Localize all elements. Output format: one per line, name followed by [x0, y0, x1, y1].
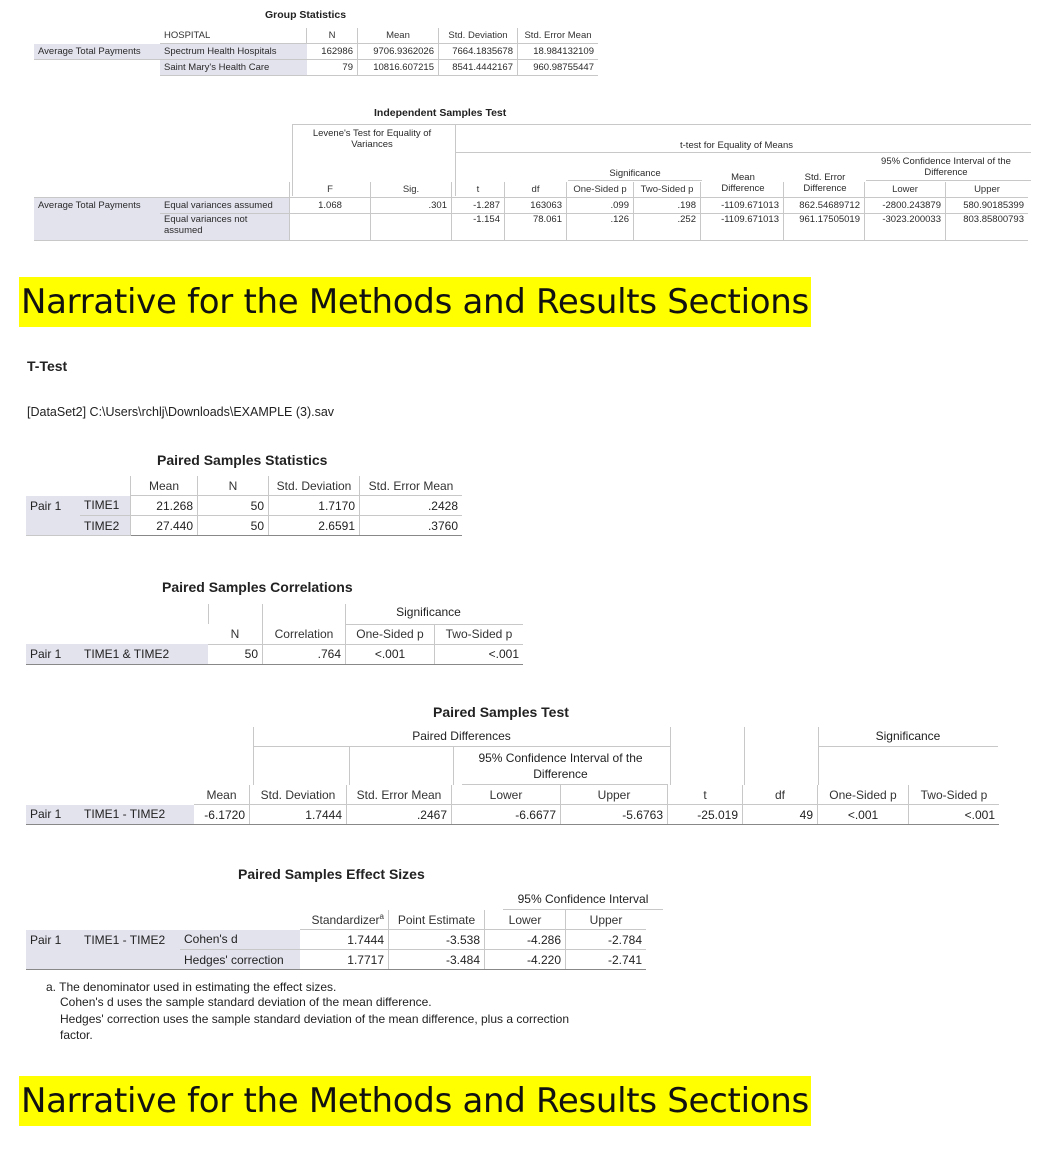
divider — [670, 727, 671, 785]
group-statistics-title: Group Statistics — [265, 9, 347, 21]
col-sem: Std. Error Mean — [347, 785, 452, 805]
pair-label: Pair 1 — [26, 496, 80, 516]
significance-header: Significance — [875, 729, 941, 743]
col-upper: Upper — [946, 182, 1029, 198]
col-df: df — [743, 785, 818, 805]
col-n: N — [307, 28, 358, 44]
col-mean-difference: Mean Difference — [721, 172, 765, 194]
col-sd: Std. Deviation — [269, 476, 360, 496]
table-row: Saint Mary's Health Care 79 10816.607215 8541.4442167 960.98755447 — [34, 60, 598, 76]
divider — [455, 152, 1031, 153]
ttest-header: t-test for Equality of Means — [680, 140, 793, 151]
paired-test-title: Paired Samples Test — [433, 704, 569, 720]
footnote: factor. — [60, 1028, 93, 1042]
ci-header: 95% Confidence Interval of the Difference — [478, 751, 643, 781]
col-two-sided: Two-Sided p — [634, 182, 701, 198]
col-sig: Sig. — [371, 182, 452, 198]
footnote: a. The denominator used in estimating the effect sizes. — [46, 980, 337, 994]
divider — [744, 727, 745, 785]
col-sem: Std. Error Mean — [360, 476, 463, 496]
col-mean: Mean — [194, 785, 250, 805]
table-row: Pair 1 TIME1 & TIME2 50 .764 <.001 <.001 — [26, 644, 523, 664]
col-mean: Mean — [358, 28, 439, 44]
col-standardizer: Standardizer — [311, 913, 380, 927]
independent-test-table — [34, 182, 1028, 241]
divider — [568, 180, 702, 181]
footnote: Cohen's d uses the sample standard deviation of the mean difference. — [60, 995, 432, 1009]
col-df: df — [505, 182, 567, 198]
paired-differences-header: Paired Differences — [412, 729, 511, 743]
col-lower: Lower — [452, 785, 561, 805]
col-f: F — [290, 182, 371, 198]
col-point-estimate: Point Estimate — [389, 910, 485, 930]
table-row: Pair 1 TIME1 - TIME2 Cohen's d 1.7444 -3.538 -4.286 -2.784 — [26, 930, 646, 950]
divider — [292, 124, 1031, 125]
col-lower: Lower — [485, 910, 566, 930]
col-one-sided: One-Sided p — [818, 785, 909, 805]
paired-corr-title: Paired Samples Correlations — [162, 579, 353, 595]
col-one-sided: One-Sided p — [346, 624, 435, 644]
col-hospital: HOSPITAL — [160, 28, 307, 44]
table-row: Average Total Payments Equal variances assumed 1.068 .301 -1.287 163063 .099 .198 -1109.671013 862.54689712 -2800.243879 580.90185399 — [34, 198, 1028, 214]
divider — [349, 746, 350, 785]
table-row: Average Total Payments Spectrum Health Hospitals 162986 9706.9362026 7664.1835678 18.984132109 — [34, 44, 598, 60]
col-sd: Std. Deviation — [439, 28, 518, 44]
col-std-error-difference: Std. Error Difference — [803, 172, 847, 194]
group-statistics-table — [34, 28, 598, 76]
col-n: N — [208, 624, 263, 644]
section-heading: Narrative for the Methods and Results Sections — [19, 277, 811, 327]
paired-corr-table — [26, 604, 523, 665]
col-mean: Mean — [131, 476, 198, 496]
col-lower: Lower — [865, 182, 946, 198]
pair-label: Pair 1 — [26, 930, 80, 950]
divider — [453, 746, 454, 785]
col-two-sided: Two-Sided p — [435, 624, 524, 644]
ttest-label: T-Test — [27, 358, 68, 374]
table-row: Pair 1 TIME1 21.268 50 1.7170 .2428 — [26, 496, 462, 516]
col-two-sided: Two-Sided p — [909, 785, 1000, 805]
divider — [818, 746, 998, 747]
divider — [866, 180, 1031, 181]
col-sd: Std. Deviation — [250, 785, 347, 805]
col-one-sided: One-Sided p — [567, 182, 634, 198]
footnote: Hedges' correction uses the sample standard deviation of the mean difference, plus a correction — [60, 1012, 570, 1026]
divider — [253, 727, 254, 785]
paired-stats-table — [26, 476, 462, 536]
col-upper: Upper — [561, 785, 668, 805]
ci-header: 95% Confidence Interval of the Difference — [881, 156, 1011, 178]
divider — [253, 746, 670, 747]
table-row: Pair 1 TIME1 - TIME2 -6.1720 1.7444 .2467 -6.6677 -5.6763 -25.019 49 <.001 <.001 — [26, 805, 999, 825]
row-label: Average Total Payments — [34, 198, 160, 214]
col-sem: Std. Error Mean — [518, 28, 599, 44]
col-t: t — [668, 785, 743, 805]
effect-sizes-title: Paired Samples Effect Sizes — [238, 866, 425, 882]
section-heading: Narrative for the Methods and Results Sections — [19, 1076, 811, 1126]
ci-header: 95% Confidence Interval — [517, 892, 649, 906]
footnote-marker: a — [379, 912, 384, 921]
row-label: Average Total Payments — [34, 44, 160, 60]
col-n: N — [198, 476, 269, 496]
effect-sizes-table — [26, 910, 646, 970]
paired-stats-title: Paired Samples Statistics — [157, 452, 328, 468]
significance-header: Significance — [396, 605, 461, 619]
independent-test-title: Independent Samples Test — [374, 107, 507, 119]
table-row: Equal variances not assumed -1.154 78.061 .126 .252 -1109.671013 961.17505019 -3023.200033 803.85800793 — [34, 214, 1028, 241]
paired-test-table — [26, 785, 999, 825]
significance-header: Significance — [609, 168, 661, 179]
divider — [818, 727, 819, 785]
table-row: TIME2 27.440 50 2.6591 .3760 — [26, 516, 462, 536]
levene-header: Levene's Test for Equality of Variances — [312, 128, 432, 150]
pair-label: Pair 1 — [26, 805, 80, 825]
col-correlation: Correlation — [263, 624, 346, 644]
dataset-path: [DataSet2] C:\Users\rchlj\Downloads\EXAMPLE (3).sav — [27, 405, 335, 419]
col-upper: Upper — [566, 910, 647, 930]
col-t: t — [452, 182, 505, 198]
pair-label: Pair 1 — [26, 644, 80, 664]
table-row: Hedges' correction 1.7717 -3.484 -4.220 -2.741 — [26, 950, 646, 970]
